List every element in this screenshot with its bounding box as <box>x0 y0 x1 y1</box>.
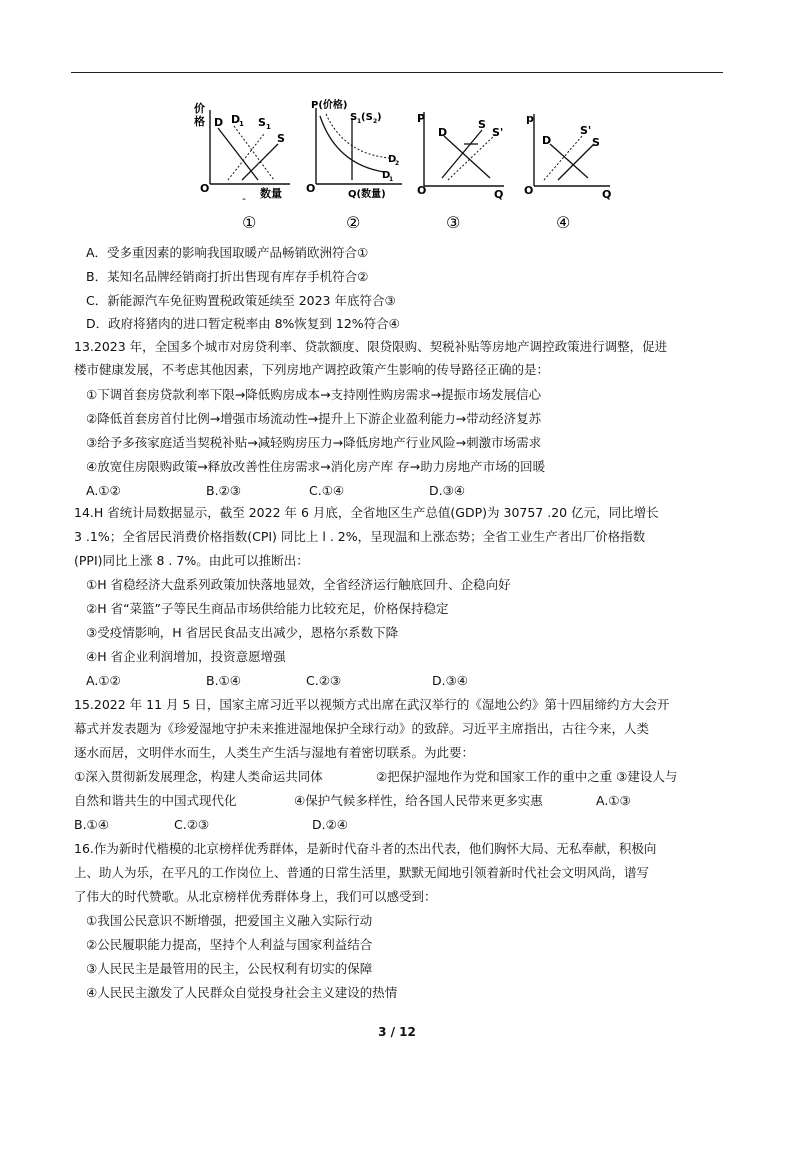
graph-4-label-D: D <box>542 134 552 147</box>
graph-2-caption: ② <box>346 213 361 232</box>
q13-item-3: ③给予多孩家庭适当契税补贴→减轻购房压力→降低房地产行业风险→刺激市场需求 <box>86 435 542 450</box>
q14-stem-line-2: 3 .1%；全省居民消费价格指数(CPI) 同比上 l . 2%，呈现温和上涨态势；全省工业生产者出厂价格指数 <box>74 529 646 544</box>
graph-3-supply-S <box>442 130 482 178</box>
graph-1-origin: O <box>200 182 210 195</box>
graph-3-y-label: P <box>417 112 426 125</box>
graph-1-demand-D1 <box>234 126 274 180</box>
graph-4-supply-S <box>558 144 594 180</box>
graph-1-x-label: 数量 <box>260 187 282 200</box>
graph-2-y-label: P(价格) <box>311 100 348 111</box>
q13-stem-line-2: 楼市健康发展，不考虑其他因素，下列房地产调控政策产生影响的传导路径正确的是： <box>74 362 550 377</box>
q16-item-3: ③人民民主是最管用的民主，公民权利有切实的保障 <box>86 961 373 976</box>
graph-3 <box>412 98 516 238</box>
q15-stem-line-3: 逐水而居，文明伴水而生，人类生产生活与湿地有着密切联系。为此要： <box>74 745 475 760</box>
q15-item-2-3: ②把保护湿地作为党和国家工作的重中之重 ③建设人与 <box>376 769 678 784</box>
graph-2-label-S-close: ) <box>377 112 382 123</box>
q16-item-1: ①我国公民意识不断增强，把爱国主义融入实际行动 <box>86 913 373 928</box>
q15-items-row-1 <box>74 768 677 785</box>
header-rule <box>71 72 723 73</box>
q14-options <box>86 672 468 689</box>
graph-3-caption: ③ <box>446 213 461 232</box>
graph-2-label-D2: D <box>388 154 397 165</box>
q16-item-4: ④人民民主激发了人民群众自觉投身社会主义建设的热情 <box>86 985 398 1000</box>
q13-item-4: ④放宽住房限购政策→释放改善性住房需求→消化房产库 存→助力房地产市场的回暖 <box>86 459 546 474</box>
q12-option-b: B．某知名品牌经销商打折出售现有库存手机符合② <box>86 269 369 284</box>
q15-option-c[interactable]: C.②③ <box>174 817 210 832</box>
q12-option-d: D．政府将猪肉的进口暂定税率由 8%恢复到 12%符合④ <box>86 316 400 331</box>
q13-options <box>86 482 465 499</box>
q13-option-c[interactable]: C.①④ <box>309 483 345 498</box>
q14-option-b[interactable]: B.①④ <box>206 673 241 688</box>
q14-item-4: ④H 省企业利润增加，投资意愿增强 <box>86 649 286 664</box>
q16-stem-line-3: 了伟大的时代赞歌。从北京榜样优秀群体身上，我们可以感受到： <box>74 889 437 904</box>
graph-1-supply-S1 <box>228 134 264 180</box>
graph-3-supply-S-prime <box>448 134 496 180</box>
q13-option-a[interactable]: A.①② <box>86 483 121 498</box>
q15-option-d[interactable]: D.②④ <box>312 817 349 832</box>
graph-1-price-label-1: 价 <box>194 102 205 115</box>
graph-2-label-D1-sub: 1 <box>389 176 394 183</box>
graph-4-x-label: Q <box>602 188 612 201</box>
q14-option-d[interactable]: D.③④ <box>432 673 469 688</box>
graph-2-label-S-paren: (S <box>361 112 373 123</box>
q14-item-2: ②H 省“菜篮”子等民生商品市场供给能力比较充足，价格保持稳定 <box>86 601 449 616</box>
graph-4-label-S-prime: S' <box>580 124 592 137</box>
graph-2-label-D2-sub: 2 <box>395 160 400 167</box>
q13-item-2: ②降低首套房首付比例→增强市场流动性→提升上下游企业盈利能力→带动经济复苏 <box>86 411 542 426</box>
graph-2-x-label: Q(数量) <box>348 189 386 200</box>
graph-1-demand-D <box>218 128 258 180</box>
page-number: 3 / 12 <box>378 1025 416 1039</box>
graph-3-x-label: Q <box>494 188 504 201</box>
q14-item-1: ①H 省稳经济大盘系列政策加快落地显效，全省经济运行触底回升、企稳向好 <box>86 577 511 592</box>
graph-4 <box>516 98 620 238</box>
graph-1-supply-S <box>242 144 278 180</box>
q15-item-3-cont: 自然和谐共生的中国式现代化 <box>74 793 237 808</box>
graph-2-origin: O <box>306 182 316 195</box>
graph-1-label-S1: S <box>258 116 266 129</box>
q14-option-c[interactable]: C.②③ <box>306 673 342 688</box>
q15-stem-line-1: 15.2022 年 11 月 5 日，国家主席习近平以视频方式出席在武汉举行的《湿地公约》第十四届缔约方大会开 <box>74 697 670 712</box>
graph-2-label-S-sub2: 2 <box>373 118 378 125</box>
graph-3-label-S-prime: S' <box>492 126 504 139</box>
graph-2-label-D1: D <box>382 170 391 181</box>
graph-3-demand-D <box>444 136 490 178</box>
graph-1-dash: - <box>242 192 246 205</box>
graph-1-label-S1-sub: 1 <box>266 123 271 131</box>
graph-3-label-D: D <box>438 126 448 139</box>
q12-option-c: C．新能源汽车免征购置税政策延续至 2023 年底符合③ <box>86 293 396 308</box>
graph-4-label-S: S <box>592 136 600 149</box>
q15-stem-line-2: 幕式并发表题为《珍爱湿地守护未来推进湿地保护全球行动》的致辞。习近平主席指出，古往今来，人类 <box>74 721 650 736</box>
q16-stem-line-1: 16.作为新时代楷模的北京榜样优秀群体，是新时代奋斗者的杰出代表，他们胸怀大局、无私奉献，积极向 <box>74 841 657 856</box>
graph-1-label-D1: D <box>231 113 241 126</box>
q16-stem-line-2: 上、助人为乐，在平凡的工作岗位上、普通的日常生活里，默默无闻地引领着新时代社会文明风尚，谱写 <box>74 865 650 880</box>
q14-item-3: ③受疫情影响，H 省居民食品支出减少，恩格尔系数下降 <box>86 625 399 640</box>
graph-1 <box>190 98 302 238</box>
graph-1-label-S: S <box>277 132 285 145</box>
graph-2 <box>306 98 418 238</box>
q15-item-4: ④保护气候多样性，给各国人民带来更多实惠 <box>294 793 543 808</box>
q13-item-1: ①下调首套房贷款利率下限→降低购房成本→支持刚性购房需求→提振市场发展信心 <box>86 387 542 402</box>
graph-4-caption: ④ <box>556 213 571 232</box>
q14-stem-line-1: 14.H 省统计局数据显示，截至 2022 年 6 月底，全省地区生产总值(GDP)为 30757 .20 亿元，同比增长 <box>74 505 659 520</box>
q15-item-1: ①深入贯彻新发展理念，构建人类命运共同体 <box>74 769 323 784</box>
q14-option-a[interactable]: A.①② <box>86 673 121 688</box>
q15-option-a[interactable]: A.①③ <box>596 793 631 808</box>
graph-1-caption: ① <box>242 213 257 232</box>
graph-4-origin: O <box>524 184 534 197</box>
graph-1-price-label-2: 格 <box>194 115 205 128</box>
q15-option-b[interactable]: B.①④ <box>74 817 109 832</box>
q15-items-row-2 <box>74 792 631 809</box>
graph-2-label-S: S <box>350 112 358 123</box>
q12-option-a: A．受多重因素的影响我国取暖产品畅销欧洲符合① <box>86 245 369 260</box>
q13-option-d[interactable]: D.③④ <box>429 483 466 498</box>
graph-4-y-label: p <box>526 112 534 125</box>
graph-group <box>190 98 620 238</box>
q13-stem-line-1: 13.2023 年，全国多个城市对房贷利率、贷款额度、限贷限购、契税补贴等房地产调控政策进行调整，促进 <box>74 339 668 354</box>
q14-stem-line-3: (PPI)同比上涨 8 . 7%。由此可以推断出： <box>74 553 309 568</box>
q13-option-b[interactable]: B.②③ <box>206 483 241 498</box>
q16-item-2: ②公民履职能力提高，坚持个人利益与国家利益结合 <box>86 937 373 952</box>
graph-1-label-D1-sub: 1 <box>239 120 244 128</box>
q15-options-row <box>74 816 348 833</box>
graph-3-origin: O <box>417 184 427 197</box>
graph-1-label-D: D <box>214 116 224 129</box>
graph-2-label-S-sub1: 1 <box>357 118 362 125</box>
graph-3-label-S: S <box>478 118 486 131</box>
graph-4-demand-D <box>550 144 588 178</box>
